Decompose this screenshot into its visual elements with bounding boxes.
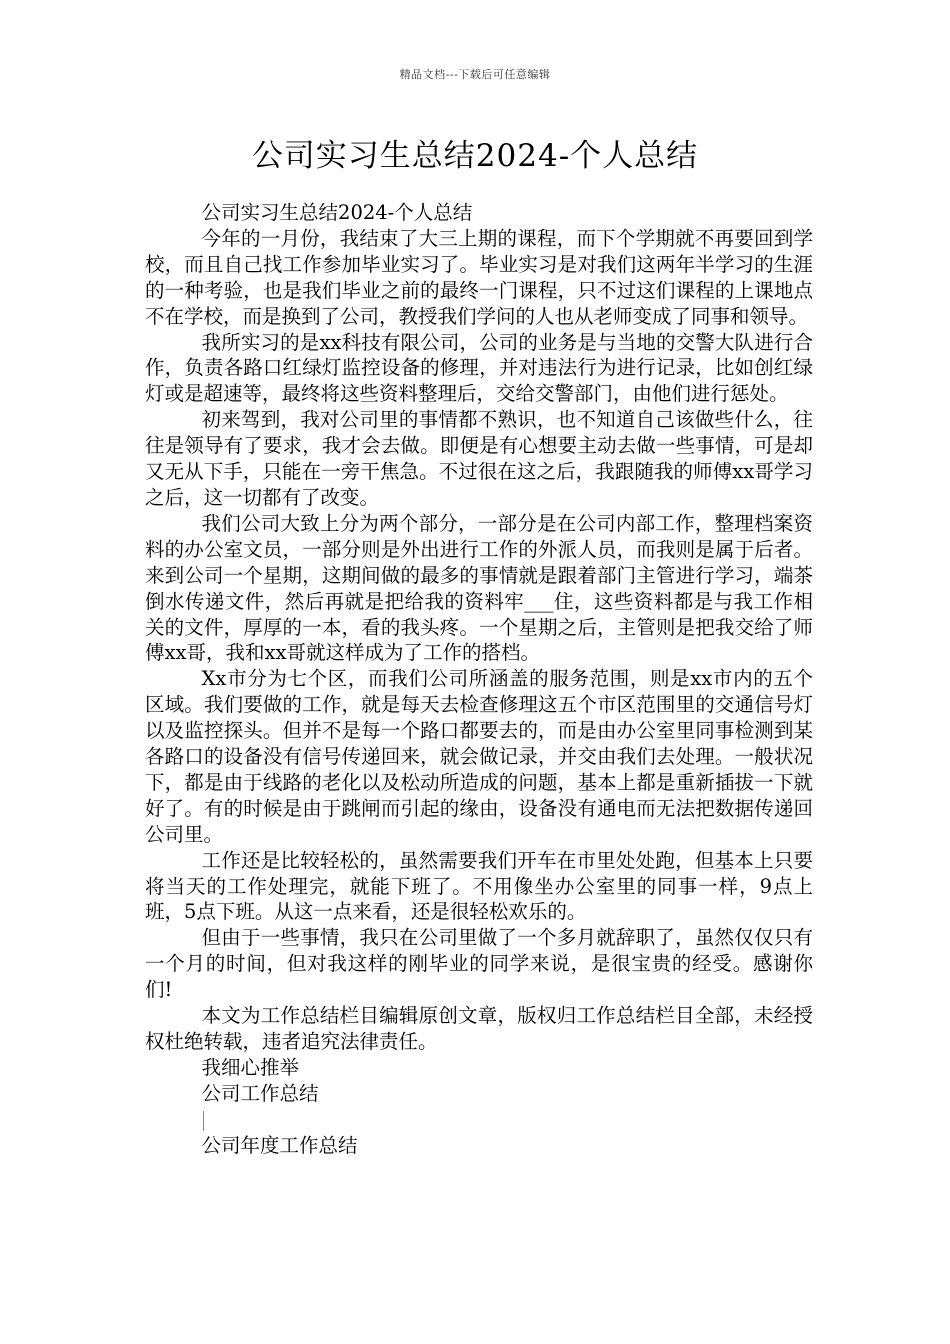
- body-subtitle: 公司实习生总结2024-个人总结: [201, 201, 473, 224]
- paragraph-8: 本文为工作总结栏目编辑原创文章，版权归工作总结栏目全部，未经授权杜绝转载，违者追究法律责任。: [145, 1004, 813, 1053]
- separator-bar: [203, 1111, 204, 1131]
- paragraph-4: 我们公司大致上分为两个部分，一部分是在公司内部工作，整理档案资料的办公室文员，一部分则是外出进行工作的外派人员，而我则是属于后者。来到公司一个星期，这期间做的最多的事情就是跟着部门主管进行学习，端茶倒水传递文件，然后再就是把给我的资料牢___住，这些资料都是与我工作相关的文件，厚厚的一本，看的我头疼。一个星期之后，主管则是把我交给了师傅xx哥，我和xx哥就这样成为了工作的搭档。: [145, 511, 813, 665]
- header-note: 精品文档---下载后可任意编辑: [399, 68, 551, 81]
- document-body: [145, 200, 813, 1159]
- paragraph-5: Xx市分为七个区，而我们公司所涵盖的服务范围，则是xx市内的五个区域。我们要做的工作，就是每天去检查修理这五个市区范围里的交通信号灯以及监控探头。但并不是每一个路口都要去的，而是由办公室里同事检测到某各路口的设备没有信号传递回来，就会做记录，并交由我们去处理。一般状况下，都是由于线路的老化以及松动所造成的问题，基本上都是重新插拔一下就好了。有的时候是由于跳闸而引起的缘由，设备没有通电而无法把数据传递回公司里。: [145, 667, 813, 846]
- document-title: 公司实习生总结2024-个人总结: [251, 138, 699, 174]
- paragraph-3: 初来驾到，我对公司里的事情都不熟识，也不知道自己该做些什么，往往是领导有了要求，我才会去做。即便是有心想要主动去做一些事情，可是却又无从下手，只能在一旁干焦急。不过很在这之后，我跟随我的师傅xx哥学习之后，这一切都有了改变。: [145, 408, 813, 509]
- paragraph-2: 我所实习的是xx科技有限公司，公司的业务是与当地的交警大队进行合作，负责各路口红绿灯监控设备的修理，并对违法行为进行记录，比如创红绿灯或是超速等，最终将这些资料整理后，交给交警部门，由他们进行惩处。: [145, 330, 813, 406]
- paragraph-7: 但由于一些事情，我只在公司里做了一个多月就辞职了，虽然仅仅只有一个月的时间，但对我这样的刚毕业的同学来说，是很宝贵的经受。感谢你们!: [145, 926, 813, 1002]
- recommend-link-company-summary[interactable]: 公司工作总结: [201, 1081, 319, 1105]
- paragraph-1: 今年的一月份，我结束了大三上期的课程，而下个学期就不再要回到学校，而且自己找工作参加毕业实习了。毕业实习是对我们这两年半学习的生涯的一种考验，也是我们毕业之前的最终一门课程，只不过这们课程的上课地点不在学校，而是换到了公司，教授我们学问的人也从老师变成了同事和领导。: [145, 226, 813, 328]
- link-separator: [145, 1107, 813, 1133]
- paragraph-6: 工作还是比较轻松的，虽然需要我们开车在市里处处跑，但基本上只要将当天的工作处理完，就能下班了。不用像坐办公室里的同事一样，9点上班，5点下班。从这一点来看，还是很轻松欢乐的。: [145, 848, 813, 924]
- recommend-link-annual-summary[interactable]: 公司年度工作总结: [201, 1133, 358, 1157]
- recommend-heading: 我细心推举: [201, 1055, 300, 1079]
